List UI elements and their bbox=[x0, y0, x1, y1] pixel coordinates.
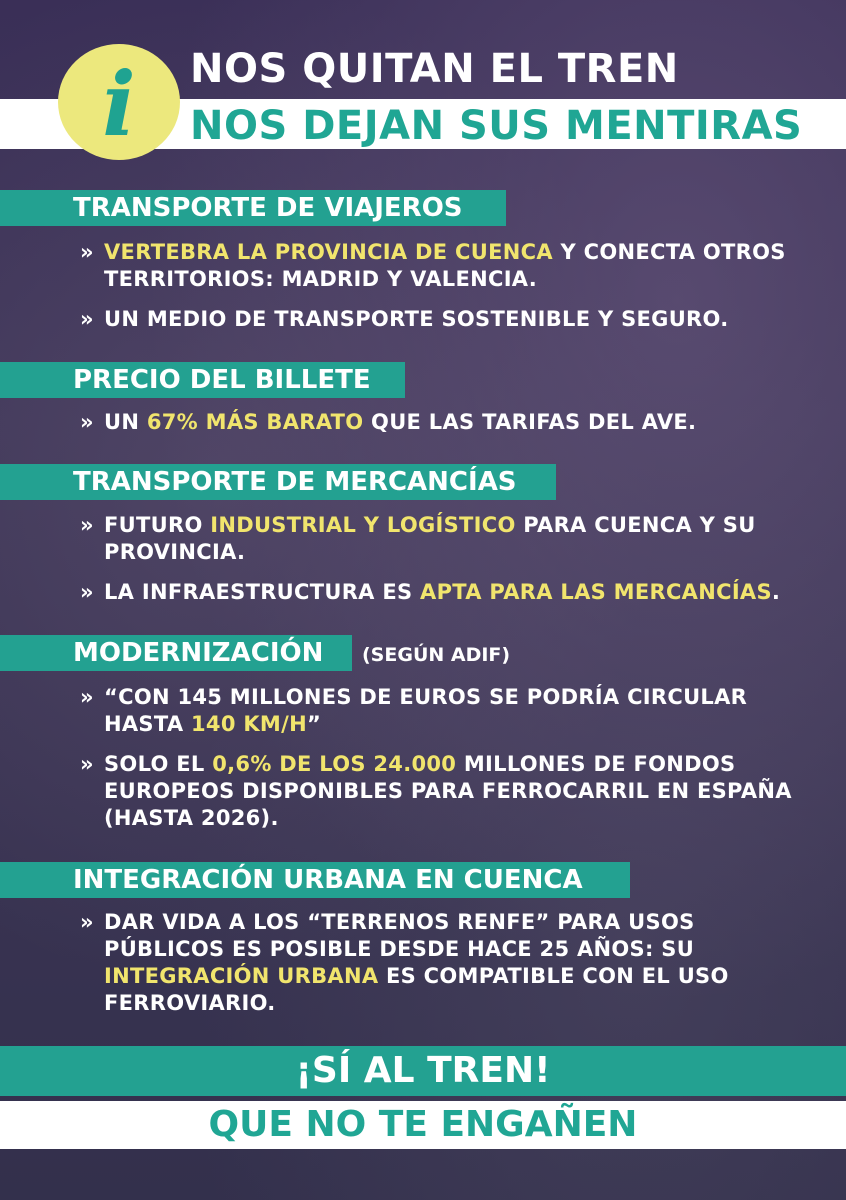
highlight-text: VERTEBRA LA PROVINCIA DE CUENCA bbox=[104, 240, 553, 264]
bullet-marker: » bbox=[80, 580, 94, 604]
bullet bbox=[80, 909, 800, 1017]
bullet-text: PARA CUENCA Y SU PROVINCIA. bbox=[104, 513, 756, 564]
section-heading-precio-billete: PRECIO DEL BILLETE bbox=[0, 362, 405, 398]
bullet-marker: » bbox=[80, 307, 94, 331]
section-heading-transporte-viajeros: TRANSPORTE DE VIAJEROS bbox=[0, 190, 506, 226]
highlight-text: 0,6% DE LOS 24.000 bbox=[212, 752, 457, 776]
bullet-text: . bbox=[771, 580, 781, 604]
bullet bbox=[80, 409, 800, 436]
highlight-text: INDUSTRIAL Y LOGÍSTICO bbox=[210, 513, 516, 537]
bullet bbox=[80, 684, 800, 738]
bullet-text: LA INFRAESTRUCTURA ES bbox=[104, 580, 421, 604]
footer-slogan-2: QUE NO TE ENGAÑEN bbox=[0, 1101, 846, 1149]
highlight-text: APTA PARA LAS MERCANCÍAS bbox=[420, 580, 772, 604]
bullet-text: “CON 145 MILLONES DE EUROS SE PODRÍA CIRCULAR HASTA bbox=[104, 685, 748, 736]
bullet-text: ” bbox=[306, 712, 322, 736]
bullet-marker: » bbox=[80, 685, 94, 709]
title-line-1: NOS QUITAN EL TREN bbox=[190, 46, 679, 92]
bullet-text: FUTURO bbox=[104, 513, 211, 537]
section-heading-modernizacion: MODERNIZACIÓN bbox=[0, 635, 352, 671]
bullet-marker: » bbox=[80, 240, 94, 264]
info-icon bbox=[58, 44, 180, 160]
bullet bbox=[80, 306, 800, 333]
bullet-marker: » bbox=[80, 910, 94, 934]
bullet-text: ES COMPATIBLE CON EL USO FERROVIARIO. bbox=[104, 964, 729, 1015]
info-glyph: i bbox=[102, 52, 136, 156]
bullet-marker: » bbox=[80, 752, 94, 776]
bullet-text: UN MEDIO DE TRANSPORTE SOSTENIBLE Y SEGURO. bbox=[104, 307, 729, 331]
highlight-text: INTEGRACIÓN URBANA bbox=[104, 964, 379, 988]
bullet bbox=[80, 512, 800, 566]
bullet bbox=[80, 239, 800, 293]
section-heading-integracion-urbana: INTEGRACIÓN URBANA EN CUENCA bbox=[0, 862, 630, 898]
bullet-marker: » bbox=[80, 513, 94, 537]
bullet-text: SOLO EL bbox=[104, 752, 213, 776]
highlight-text: 67% MÁS BARATO bbox=[146, 410, 364, 434]
bullet-text: QUE LAS TARIFAS DEL AVE. bbox=[363, 410, 697, 434]
heading-note: (SEGÚN ADIF) bbox=[362, 644, 511, 666]
footer-slogan-1: ¡SÍ AL TREN! bbox=[0, 1046, 846, 1096]
bullet-text: UN bbox=[104, 410, 147, 434]
bullet-text: Y CONECTA OTROS TERRITORIOS: MADRID Y VALENCIA. bbox=[104, 240, 786, 291]
bullet-text: MILLONES DE FONDOS EUROPEOS DISPONIBLES PARA FERROCARRIL EN ESPAÑA (HASTA 2026). bbox=[104, 752, 792, 830]
bullet bbox=[80, 579, 800, 606]
bullet-text: DAR VIDA A LOS “TERRENOS RENFE” PARA USOS PÚBLICOS ES POSIBLE DESDE HACE 25 AÑOS: SU bbox=[104, 910, 695, 961]
highlight-text: 140 KM/H bbox=[191, 712, 307, 736]
bullet-marker: » bbox=[80, 410, 94, 434]
section-heading-transporte-mercancias: TRANSPORTE DE MERCANCÍAS bbox=[0, 464, 556, 500]
title-line-2: NOS DEJAN SUS MENTIRAS bbox=[190, 103, 803, 149]
bullet bbox=[80, 751, 800, 832]
